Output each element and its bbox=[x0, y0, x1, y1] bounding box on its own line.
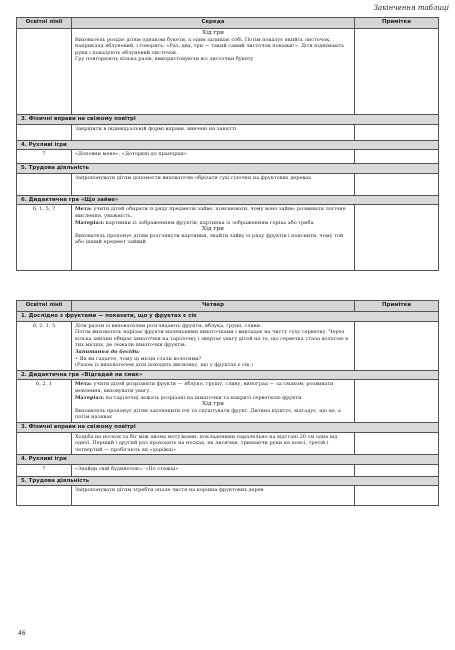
section-row: 6. Дидактична гра «Що зайве» bbox=[17, 195, 439, 205]
table-thursday bbox=[16, 300, 439, 506]
section-row: 4. Рухливі ігри bbox=[17, 140, 439, 150]
table-row: 7 «Знайди свій будиночок», «По стежці» bbox=[17, 464, 439, 476]
header-lines: Освітні лінії bbox=[17, 18, 72, 29]
section-row: 4. Рухливі ігри bbox=[17, 455, 439, 465]
header-notes: Примітки bbox=[355, 301, 439, 312]
table-row: 6, 2, 1, 5 Діти разом із вихователем розглядають фрукти: яблука, груші, сливи. Потім вихователь нарізає фрукти маленькими шматочками і викладає на чисту суху серветку. Через кілька хвилин обирає шматочки на тарілочку і звертає увагу дітей на те, що серветка стала вологою в тих місцях, де лежали шматочки фруктів. Запитання до бесіди: • Як ви гадаєте, чому ці місця стали вологими? (Разом із вихователем діти доходять висновку, що у фруктах є сік.) bbox=[17, 321, 439, 370]
section-row: 1. Дослідно з фруктами — показати, що у фруктах є сік bbox=[17, 312, 439, 322]
header-notes: Примітки bbox=[355, 18, 439, 29]
game-title: Хід гри bbox=[201, 401, 224, 408]
section-row: 5. Трудова діяльність bbox=[17, 476, 439, 486]
game-repeat: Гру повторюють кілька разів, використовуючи всі листочки букету bbox=[75, 56, 254, 63]
table-row: Ходьба на носках та біг між двома мотузками, покладеними паралельно на відстані 20 см одна від одної. Перший і другий раз проходять на носках, як лисички, тримаючи руки на поясі, третій і четвертий — пробігають як «доріжці» bbox=[17, 432, 439, 455]
table-row: 6, 2, 1 Мета: учити дітей розрізняти фрукти — яблуко, грушу, сливу, виноград — за смаком; розвивати мовлення, виховувати увагу. Матеріал: на тарілочці лежать розрізані на шматочки та накриті серветкою фрукти Хід гри Вихователь пропонує дітям заплющити очі та скуштувати фрукт. Дитина куштує, відгадує, що це, а потім називає bbox=[17, 380, 439, 423]
header-day: Четвер bbox=[72, 301, 355, 312]
table-row bbox=[17, 29, 439, 115]
table-header-row bbox=[17, 18, 439, 29]
game-text: Вихователь роздає дітям однакові букети, а один залишає собі. Потім показує якийсь листочок, наприклад яблуневий, і говорить: «Раз, два, три — такий самий листочок покажи!». Діти піднімають руки і показують яблуневий листочок. bbox=[75, 36, 344, 56]
continuation-note: Закінчення таблиці bbox=[373, 4, 449, 12]
header-lines: Освітні лінії bbox=[17, 301, 72, 312]
table-row: Запропонувати дітям допомогти вихователю обрізати сухі гілочки на фруктових деревах bbox=[17, 173, 439, 195]
section-row: 5. Трудова діяльність bbox=[17, 164, 439, 174]
game-title: Хід гри bbox=[201, 226, 224, 233]
table-wednesday bbox=[16, 17, 439, 271]
table-row: Запропонувати дітям згребти опале листя на корінна фруктових дерев bbox=[17, 486, 439, 506]
intro-game-cell bbox=[72, 29, 355, 115]
game-title: Хід гри bbox=[201, 30, 224, 36]
header-day: Середа bbox=[72, 18, 355, 29]
page-number: 46 bbox=[18, 630, 26, 637]
section-row: 3. Фізичні вправи на свіжому повітрі bbox=[17, 422, 439, 432]
section-row: 2. Дидактична гра «Відгадай на смак» bbox=[17, 370, 439, 380]
table-row: 6, 1, 5, 7 Мета: учити дітей обирати із ряду предметів зайве, пояснювати, чому воно зайве; розвивати логічне мислення, уважність. Матеріал: картинки із зображенням фруктів; картинка із зображенням горіха або гриба Хід гри Вихователь пропонує дітям розглянути картинки, знайти зайву із ряду фруктів і пояснити, чому той або інший предмет зайвий bbox=[17, 205, 439, 271]
table-header-row bbox=[17, 301, 439, 312]
table-row: 7 «Доповни мене», «Доторкні до прапорця» bbox=[17, 150, 439, 164]
section-row: 3. Фізичні вправи на свіжому повітрі bbox=[17, 115, 439, 125]
table-row: Закріпити в індивідуальній формі вправи, вивчені на занятті bbox=[17, 124, 439, 140]
